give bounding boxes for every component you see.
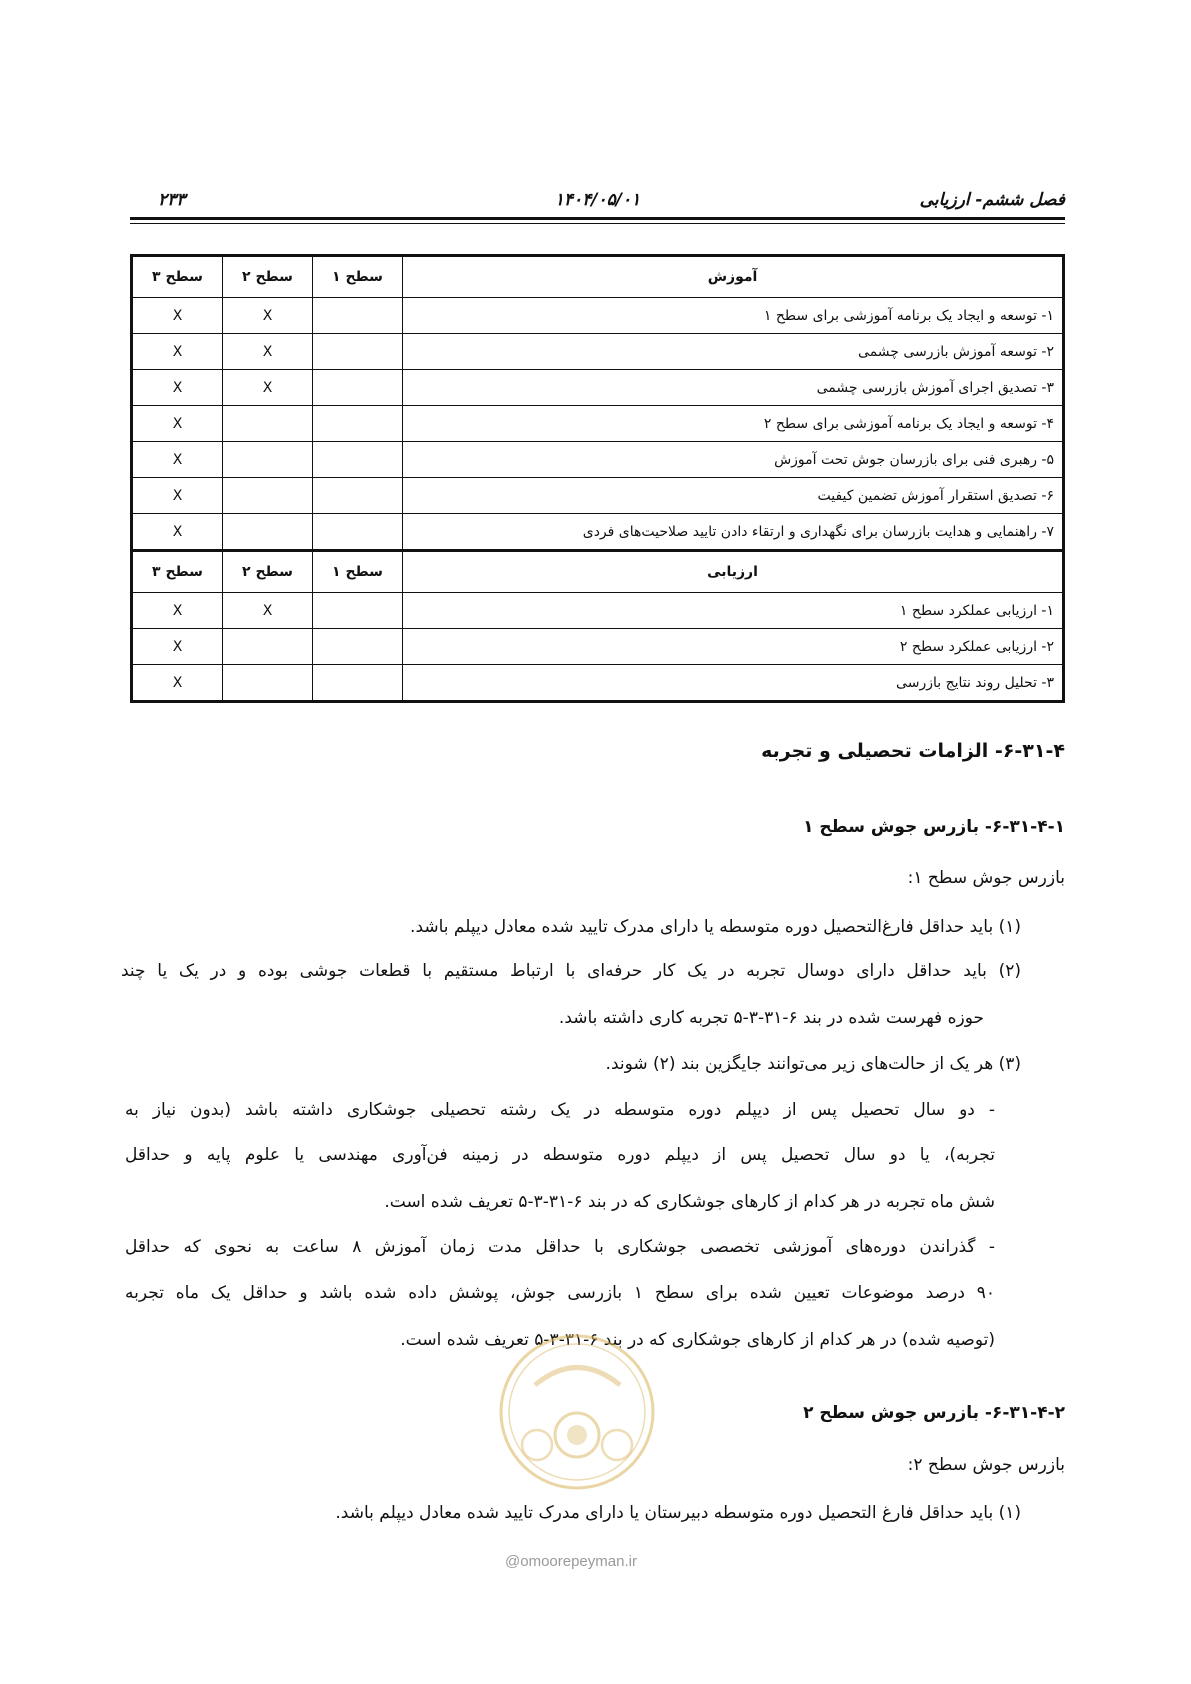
level1-item2-line2: حوزه فهرست شده در بند ۶-۳۱-۳-۵ تجربه کاری داشته باشد.	[558, 1008, 984, 1028]
level1-item2-line1: (۲) باید حداقل دارای دوسال تجربه در یک کار حرفه‌ای با ارتباط مستقیم با قطعات جوشی بوده و در یک یا چند	[121, 961, 1021, 981]
row-desc: ۱- ارزیابی عملکرد سطح ۱	[403, 593, 1064, 629]
row-l1	[313, 478, 403, 514]
intro-level2: بازرس جوش سطح ۲:	[907, 1455, 1065, 1475]
row-l1	[313, 442, 403, 478]
row-l2	[223, 665, 313, 702]
row-l2	[223, 442, 313, 478]
row-l3: X	[132, 593, 223, 629]
row-l3: X	[132, 298, 223, 334]
table-row	[132, 334, 1064, 370]
row-l1	[313, 406, 403, 442]
row-l2	[223, 478, 313, 514]
row-l2: X	[223, 298, 313, 334]
col-level1: سطح ۱	[313, 551, 403, 593]
row-desc: ۱- توسعه و ایجاد یک برنامه آموزشی برای سطح ۱	[403, 298, 1064, 334]
heading-level1-inspector: ۶-۳۱-۴-۱- بازرس جوش سطح ۱	[803, 817, 1065, 837]
alt1-line3: شش ماه تجربه در هر کدام از کارهای جوشکاری که در بند ۶-۳۱-۳-۵ تعریف شده است.	[384, 1192, 995, 1212]
alt1-line2: تجربه)، یا دو سال تحصیل پس از دیپلم دوره متوسطه در زمینه فن‌آوری مهندسی یا علوم پایه و حداقل	[125, 1145, 995, 1165]
chapter-title: فصل ششم- ارزیابی	[919, 190, 1065, 210]
level1-item1: (۱) باید حداقل فارغ‌التحصیل دوره متوسطه یا دارای مدرک تایید شده معادل دیپلم باشد.	[410, 917, 1021, 937]
table-row	[132, 370, 1064, 406]
row-desc: ۳- تحلیل روند نتایج بازرسی	[403, 665, 1064, 702]
row-l3: X	[132, 370, 223, 406]
row-l1	[313, 514, 403, 551]
row-l3: X	[132, 442, 223, 478]
section-title-evaluation: ارزیابی	[403, 551, 1064, 593]
alt1-line1: - دو سال تحصیل پس از دیپلم دوره متوسطه در یک رشته تحصیلی جوشکاری داشته باشد (بدون نیاز به	[125, 1100, 995, 1120]
row-l1	[313, 665, 403, 702]
row-l1	[313, 298, 403, 334]
watermark-logo	[495, 1330, 660, 1495]
alt2-line2: ۹۰ درصد موضوعات تعیین شده برای سطح ۱ بازرسی جوش، پوشش داده شده باشد و حداقل یک ماه تجربه	[125, 1283, 995, 1303]
row-l3: X	[132, 406, 223, 442]
watermark-site: @omoorepeyman.ir	[505, 1553, 637, 1570]
row-desc: ۷- راهنمایی و هدایت بازرسان برای نگهداری و ارتقاء دادن تایید صلاحیت‌های فردی	[403, 514, 1064, 551]
header-date: ۱۴۰۴/۰۵/۰۱	[554, 190, 641, 210]
row-l1	[313, 370, 403, 406]
level2-item1: (۱) باید حداقل فارغ التحصیل دوره متوسطه دبیرستان یا دارای مدرک تایید شده معادل دیپلم باشد.	[335, 1503, 1021, 1523]
col-level2: سطح ۲	[223, 256, 313, 298]
table-row	[132, 442, 1064, 478]
col-level2: سطح ۲	[223, 551, 313, 593]
row-l1	[313, 629, 403, 665]
heading-level2-inspector: ۶-۳۱-۴-۲- بازرس جوش سطح ۲	[803, 1403, 1065, 1423]
col-level3: سطح ۳	[132, 256, 223, 298]
table-row	[132, 514, 1064, 551]
header-rule-thin	[130, 223, 1065, 224]
intro-level1: بازرس جوش سطح ۱:	[907, 868, 1065, 888]
row-l2: X	[223, 370, 313, 406]
row-desc: ۴- توسعه و ایجاد یک برنامه آموزشی برای سطح ۲	[403, 406, 1064, 442]
alt2-line3: (توصیه شده) در هر کدام از کارهای جوشکاری که در بند ۶-۳۱-۳-۵ تعریف شده است.	[400, 1330, 995, 1350]
row-l2	[223, 514, 313, 551]
table-row	[132, 629, 1064, 665]
table-header-row	[132, 551, 1064, 593]
table-row	[132, 593, 1064, 629]
row-l3: X	[132, 334, 223, 370]
row-desc: ۵- رهبری فنی برای بازرسان جوش تحت آموزش	[403, 442, 1064, 478]
table-header-row	[132, 256, 1064, 298]
page-header	[130, 190, 1065, 212]
row-desc: ۳- تصدیق اجرای آموزش بازرسی چشمی	[403, 370, 1064, 406]
row-l3: X	[132, 514, 223, 551]
page-number: ۲۳۳	[158, 190, 186, 210]
table-row	[132, 478, 1064, 514]
row-l3: X	[132, 478, 223, 514]
header-rule-thick	[130, 217, 1065, 220]
responsibility-table	[130, 254, 1065, 703]
col-level3: سطح ۳	[132, 551, 223, 593]
row-desc: ۶- تصدیق استقرار آموزش تضمین کیفیت	[403, 478, 1064, 514]
heading-education-requirements: ۶-۳۱-۴- الزامات تحصیلی و تجربه	[761, 740, 1065, 762]
row-l2	[223, 629, 313, 665]
table-row	[132, 298, 1064, 334]
row-l2	[223, 406, 313, 442]
table-row	[132, 406, 1064, 442]
table-row	[132, 665, 1064, 702]
row-desc: ۲- ارزیابی عملکرد سطح ۲	[403, 629, 1064, 665]
col-level1: سطح ۱	[313, 256, 403, 298]
row-l2: X	[223, 593, 313, 629]
row-l1	[313, 593, 403, 629]
row-l2: X	[223, 334, 313, 370]
row-l3: X	[132, 629, 223, 665]
level1-item3: (۳) هر یک از حالت‌های زیر می‌توانند جایگزین بند (۲) شوند.	[605, 1054, 1021, 1074]
alt2-line1: - گذراندن دوره‌های آموزشی تخصصی جوشکاری با حداقل مدت زمان آموزش ۸ ساعت به نحوی که حداقل	[125, 1237, 995, 1257]
row-l1	[313, 334, 403, 370]
section-title-training: آموزش	[403, 256, 1064, 298]
row-desc: ۲- توسعه آموزش بازرسی چشمی	[403, 334, 1064, 370]
row-l3: X	[132, 665, 223, 702]
